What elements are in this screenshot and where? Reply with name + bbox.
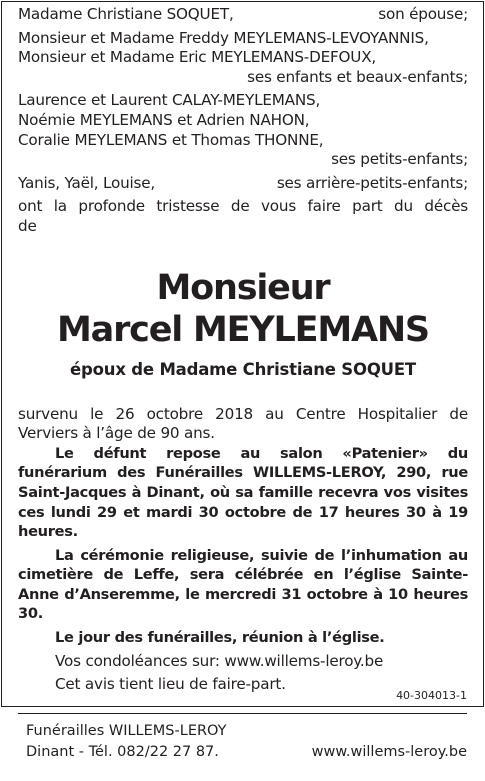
death-line-2: Verviers à l’âge de 90 ans.: [18, 424, 215, 443]
great-grandchildren-role: ses arrière-petits-enfants;: [276, 173, 468, 192]
child-line-1: Monsieur et Madame Freddy MEYLEMANS-LEVOYANNIS,: [18, 28, 429, 47]
footer-divider: [18, 713, 467, 714]
spouse-role: son épouse;: [378, 5, 468, 23]
footer-company: Funérailles WILLEMS-LEROY: [26, 723, 227, 739]
notice-line: Cet avis tient lieu de faire-part.: [55, 675, 286, 694]
grandchild-line-2: Noémie MEYLEMANS et Adrien NAHON,: [18, 110, 310, 129]
great-grandchildren-row: [18, 174, 468, 194]
condolences-line: Vos condoléances sur: www.willems-leroy.be: [55, 651, 384, 670]
meeting-line: Le jour des funérailles, réunion à l’église.: [55, 629, 385, 647]
salon-paragraph: Le défunt repose au salon «Patenier» du funérarium des Funérailles WILLEMS-LEROY, 290, rue Saint-Jacques à Dinant, où sa famille recevra vos visites ces lundi 29 et mardi 30 octobre de 17 heures 30 à 19 heures.: [18, 444, 468, 541]
grandchildren-role: ses petits-enfants;: [331, 150, 468, 169]
death-line-1: survenu le 26 octobre 2018 au Centre Hospitalier de: [18, 404, 468, 423]
great-grandchildren-names: Yanis, Yaël, Louise,: [18, 173, 156, 192]
announcement-line-2: de: [18, 216, 37, 235]
reference-number: 40-304013-1: [396, 689, 467, 702]
grandchild-line-3: Coralie MEYLEMANS et Thomas THONNE,: [18, 130, 324, 149]
child-line-2: Monsieur et Madame Eric MEYLEMANS-DEFOUX,: [18, 48, 377, 67]
ceremony-paragraph: La cérémonie religieuse, suivie de l’inhumation au cimetière de Leffe, sera célébrée en l’église Sainte-Anne d’Anseremme, le mercredi 31 octobre à 10 heures 30.: [18, 546, 468, 623]
grandchild-line-1: Laurence et Laurent CALAY-MEYLEMANS,: [18, 91, 321, 110]
deceased-name: Marcel MEYLEMANS: [57, 309, 429, 350]
footer: [0, 707, 485, 781]
deceased-subtitle: époux de Madame Christiane SOQUET: [70, 359, 416, 379]
obituary-content: [18, 5, 468, 695]
footer-website: www.willems-leroy.be: [311, 744, 467, 760]
deceased-title: Monsieur: [156, 267, 330, 308]
announcement-line-1: ont la profonde tristesse de vous faire part du décès: [18, 197, 468, 216]
spouse-name: Madame Christiane SOQUET,: [18, 5, 234, 23]
children-role: ses enfants et beaux-enfants;: [247, 67, 468, 86]
spouse-row: [18, 5, 468, 25]
footer-address-phone: Dinant - Tél. 082/22 27 87.: [26, 744, 219, 760]
